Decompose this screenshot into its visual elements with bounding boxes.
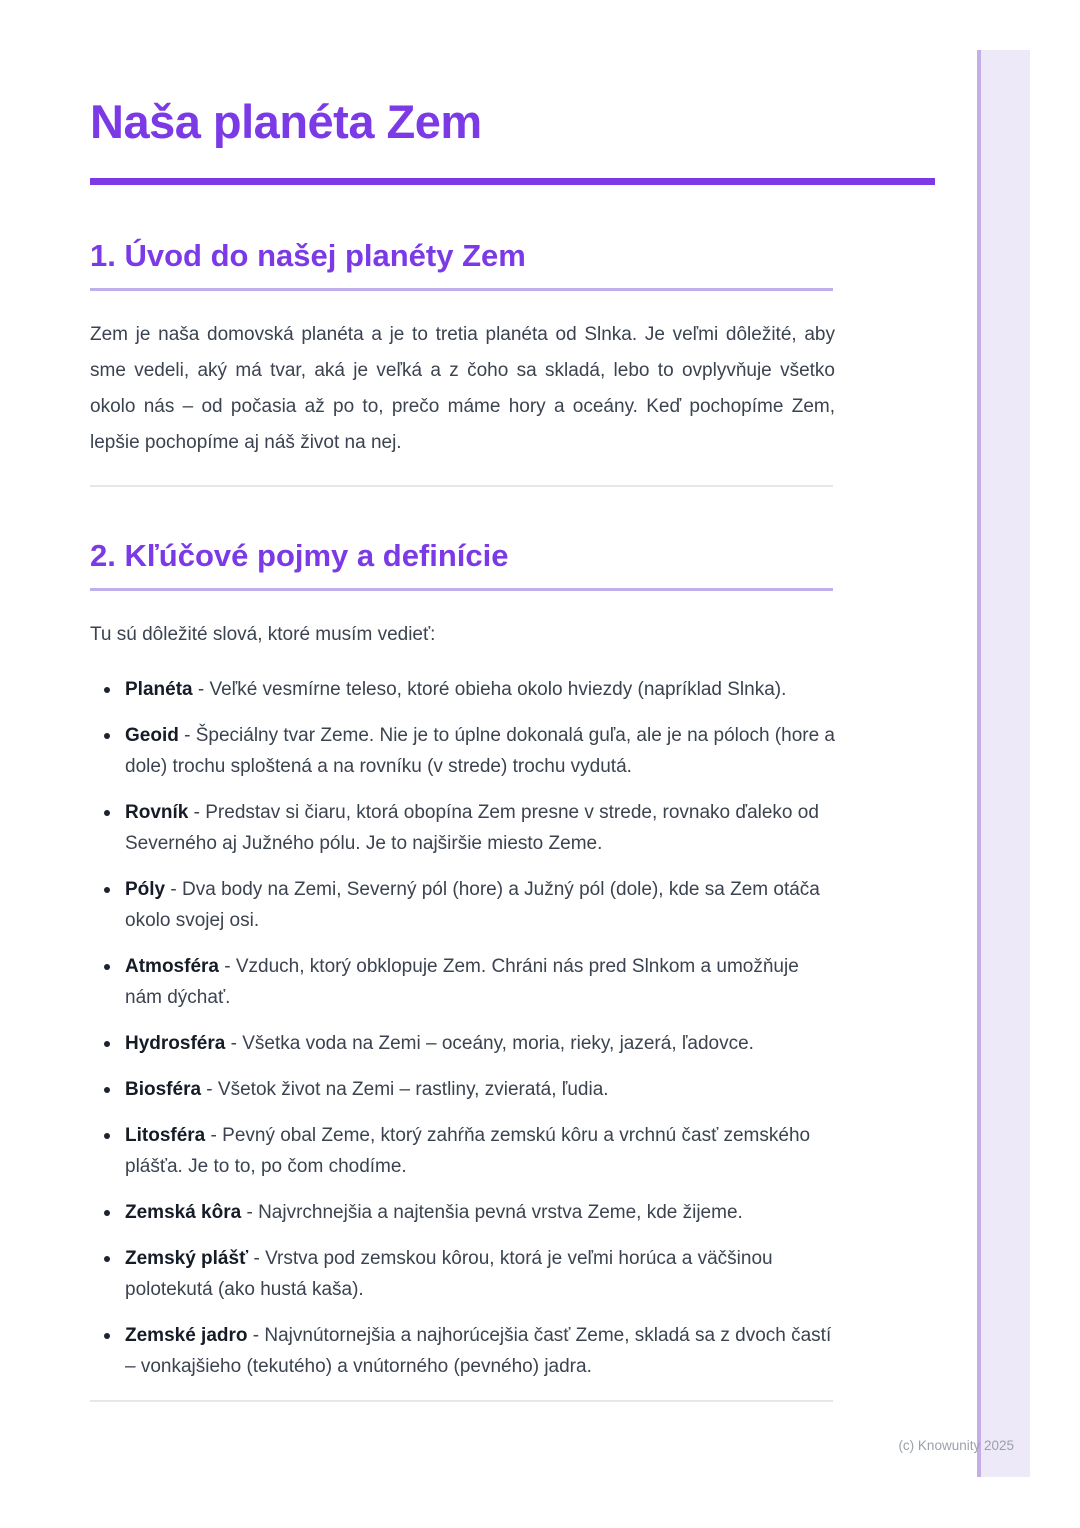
list-item bbox=[90, 1028, 835, 1059]
list-item bbox=[90, 1120, 835, 1182]
term-separator: - bbox=[218, 955, 236, 977]
term-definition: Vzduch, ktorý obklopuje Zem. Chráni nás pred Slnkom a umožňuje nám dýchať. bbox=[125, 955, 799, 1008]
list-item bbox=[90, 874, 835, 936]
term-label: Zemský plášť bbox=[125, 1247, 249, 1269]
term-separator: - bbox=[178, 724, 196, 746]
section-divider bbox=[90, 1400, 833, 1402]
heading-underline bbox=[90, 588, 833, 591]
page-title: Naša planéta Zem bbox=[90, 95, 482, 148]
bullet-icon bbox=[104, 1087, 110, 1093]
list-item bbox=[90, 720, 835, 782]
footer-credit: (c) Knowunity 2025 bbox=[898, 1438, 1014, 1453]
term-label: Geoid bbox=[125, 724, 179, 746]
list-item bbox=[90, 674, 835, 705]
term-separator: - bbox=[201, 1078, 218, 1100]
list-item bbox=[90, 1320, 835, 1382]
term-label: Póly bbox=[125, 878, 166, 900]
list-item bbox=[90, 951, 835, 1013]
list-item bbox=[90, 1074, 835, 1105]
term-separator: - bbox=[225, 1032, 243, 1054]
term-label: Atmosféra bbox=[125, 955, 219, 977]
term-separator: - bbox=[165, 878, 183, 900]
term-definition: Predstav si čiaru, ktorá obopína Zem presne v strede, rovnako ďaleko od Severného aj Južného pólu. Je to najširšie miesto Zeme. bbox=[125, 801, 819, 854]
term-definition: Pevný obal Zeme, ktorý zahŕňa zemskú kôru a vrchnú časť zemského plášťa. Je to to, po čom chodíme. bbox=[125, 1124, 811, 1177]
terms-list bbox=[90, 674, 835, 1382]
term-definition: Veľké vesmírne teleso, ktoré obieha okolo hviezdy (napríklad Slnka). bbox=[209, 678, 787, 700]
term-definition: Špeciálny tvar Zeme. Nie je to úplne dokonalá guľa, ale je na póloch (hore a dole) trochu sploštená a na rovníku (v strede) trochu vydutá. bbox=[125, 724, 835, 777]
document-page bbox=[90, 0, 835, 1397]
bullet-icon bbox=[104, 964, 110, 970]
term-definition: Všetka voda na Zemi – oceány, moria, rieky, jazerá, ľadovce. bbox=[242, 1032, 754, 1054]
term-label: Zemská kôra bbox=[125, 1201, 242, 1223]
term-separator: - bbox=[247, 1324, 265, 1346]
bullet-icon bbox=[104, 1256, 110, 1262]
term-label: Planéta bbox=[125, 678, 193, 700]
list-item bbox=[90, 1197, 835, 1228]
section-heading-2: 2. Kľúčové pojmy a definície bbox=[90, 537, 509, 573]
term-definition: Najvrchnejšia a najtenšia pevná vrstva Zeme, kde žijeme. bbox=[258, 1201, 743, 1223]
title-rule bbox=[90, 178, 935, 185]
term-definition: Všetok život na Zemi – rastliny, zvieratá, ľudia. bbox=[217, 1078, 609, 1100]
term-label: Biosféra bbox=[125, 1078, 202, 1100]
term-separator: - bbox=[248, 1247, 266, 1269]
term-separator: - bbox=[205, 1124, 223, 1146]
term-label: Hydrosféra bbox=[125, 1032, 226, 1054]
section-divider bbox=[90, 485, 833, 487]
section-heading-1: 1. Úvod do našej planéty Zem bbox=[90, 237, 526, 273]
bullet-icon bbox=[104, 887, 110, 893]
side-stripe bbox=[977, 50, 1030, 1477]
list-item bbox=[90, 1243, 835, 1305]
list-item bbox=[90, 797, 835, 859]
term-definition: Vrstva pod zemskou kôrou, ktorá je veľmi horúca a väčšinou polotekutá (ako hustá kaša). bbox=[125, 1247, 773, 1300]
bullet-icon bbox=[104, 1041, 110, 1047]
bullet-icon bbox=[104, 1133, 110, 1139]
bullet-icon bbox=[104, 687, 110, 693]
term-separator: - bbox=[241, 1201, 259, 1223]
term-label: Rovník bbox=[125, 801, 189, 823]
term-definition: Dva body na Zemi, Severný pól (hore) a Južný pól (dole), kde sa Zem otáča okolo svojej osi. bbox=[125, 878, 820, 931]
intro-paragraph: Zem je naša domovská planéta a je to tretia planéta od Slnka. Je veľmi dôležité, aby sme vedeli, aký má tvar, aká je veľká a z čoho sa skladá, lebo to ovplyvňuje všetko okolo nás – od počasia až po to, prečo máme hory a oceány. Keď pochopíme Zem, lepšie pochopíme aj náš život na nej. bbox=[90, 323, 835, 453]
heading-underline bbox=[90, 288, 833, 291]
term-label: Zemské jadro bbox=[125, 1324, 248, 1346]
bullet-icon bbox=[104, 1210, 110, 1216]
term-separator: - bbox=[192, 678, 210, 700]
term-separator: - bbox=[188, 801, 206, 823]
term-definition: Najvnútornejšia a najhorúcejšia časť Zeme, skladá sa z dvoch častí – vonkajšieho (tekutého) a vnútorného (pevného) jadra. bbox=[125, 1324, 832, 1377]
bullet-icon bbox=[104, 733, 110, 739]
term-label: Litosféra bbox=[125, 1124, 206, 1146]
bullet-icon bbox=[104, 810, 110, 816]
bullet-icon bbox=[104, 1333, 110, 1339]
terms-intro: Tu sú dôležité slová, ktoré musím vedieť: bbox=[90, 623, 436, 645]
